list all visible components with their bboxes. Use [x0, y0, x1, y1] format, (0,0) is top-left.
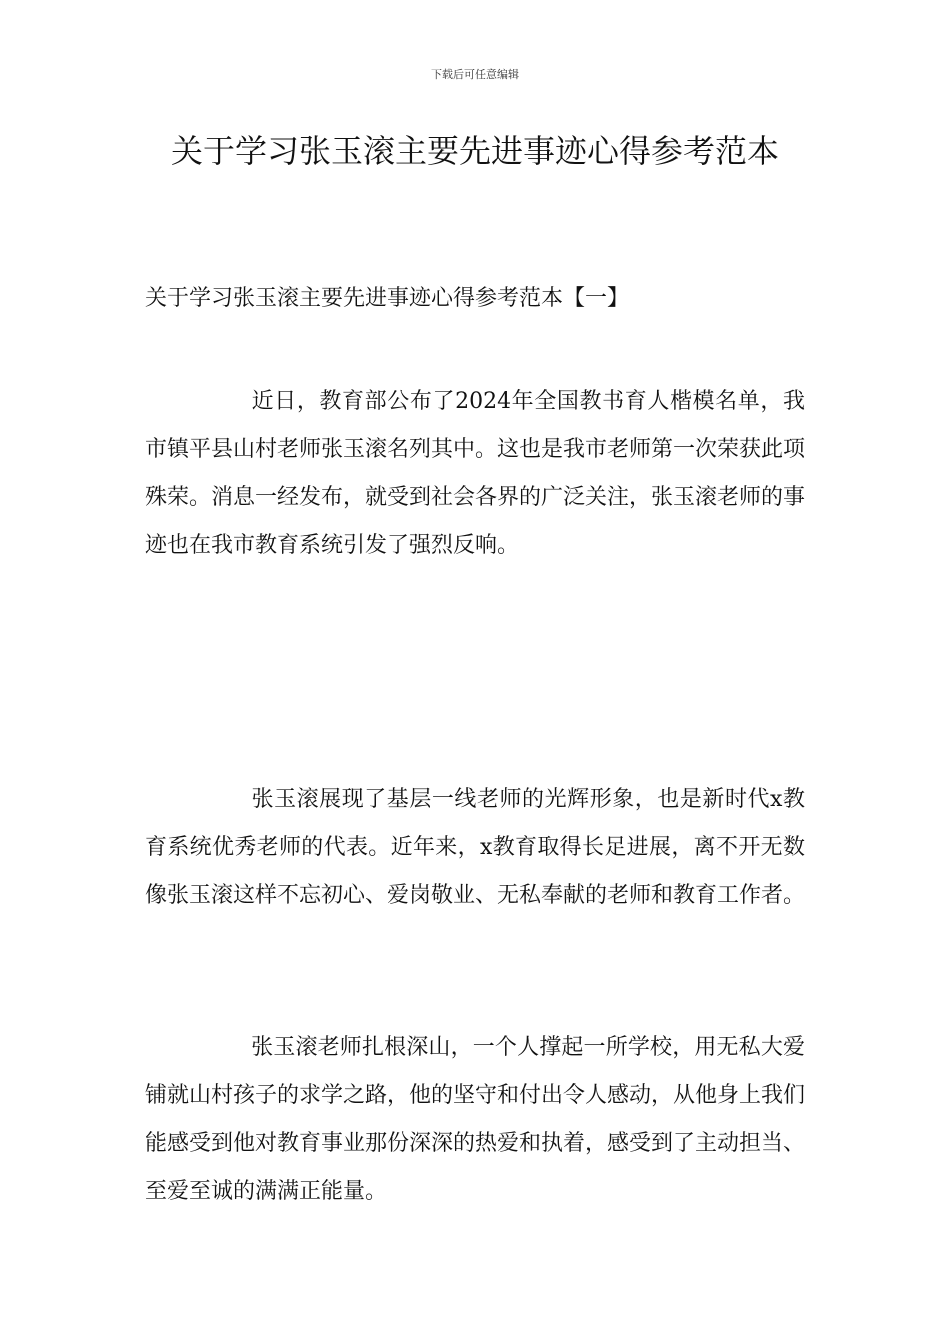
document-title: 关于学习张玉滚主要先进事迹心得参考范本: [170, 132, 779, 170]
header-note: 下载后可任意编辑: [431, 68, 519, 81]
paragraph-3-text: 张玉滚老师扎根深山，一个人撑起一所学校，用无私大爱铺就山村孩子的求学之路，他的坚守和付出令人感动，从他身上我们能感受到他对教育事业那份深深的热爱和执着，感受到了主动担当、至爱至诚的满满正能量。: [145, 1035, 806, 1204]
paragraph-1: [145, 378, 805, 570]
paragraph-2: [145, 776, 805, 920]
section-heading: 关于学习张玉滚主要先进事迹心得参考范本【一】: [145, 286, 630, 311]
paragraph-2-text: 张玉滚展现了基层一线老师的光辉形象，也是新时代x教育系统优秀老师的代表。近年来，x教育取得长足进展，离不开无数像张玉滚这样不忘初心、爱岗敬业、无私奉献的老师和教育工作者。: [145, 787, 806, 908]
paragraph-1-text: 近日，教育部公布了2024年全国教书育人楷模名单，我市镇平县山村老师张玉滚名列其中。这也是我市老师第一次荣获此项殊荣。消息一经发布，就受到社会各界的广泛关注，张玉滚老师的事迹也在我市教育系统引发了强烈反响。: [145, 389, 806, 558]
paragraph-3: [145, 1024, 805, 1216]
